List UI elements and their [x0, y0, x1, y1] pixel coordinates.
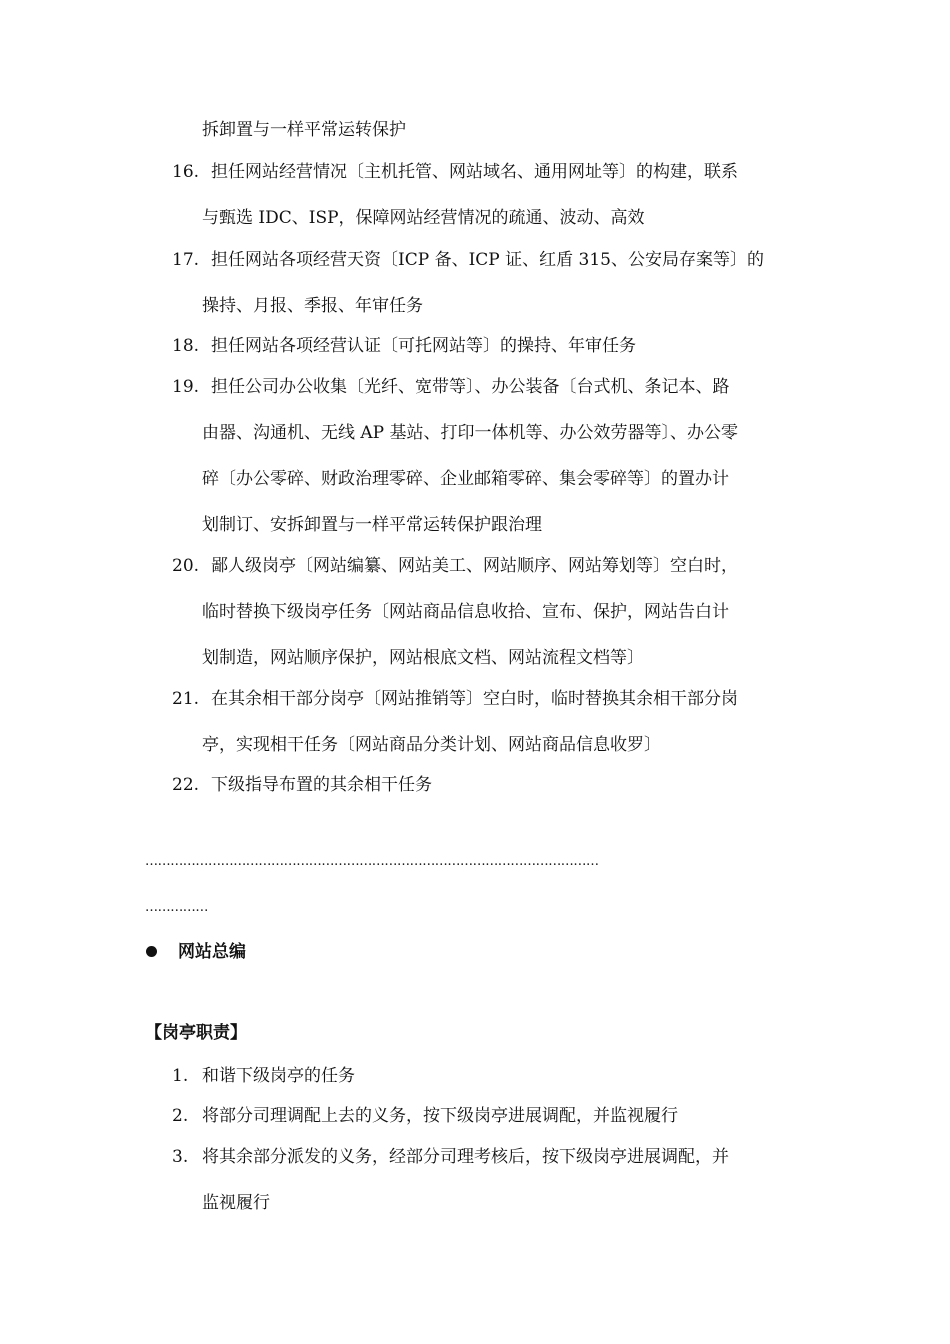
list-item-text: 担任网站各项经营认证〔可托网站等〕的操持、年审任务 [211, 336, 636, 356]
list-item-number: 16. [172, 162, 200, 182]
section-subheading: 【岗亭职责】 [145, 1023, 247, 1043]
list-item-text: 担任网站经营情况〔主机托管、网站域名、通用网址等〕的构建，联系 [211, 162, 738, 182]
list-item-number: 21. [172, 689, 200, 709]
list-item-text: 将部分司理调配上去的义务，按下级岗亭进展调配，并监视履行 [202, 1106, 678, 1126]
list-item-text: 亭，实现相干任务〔网站商品分类计划、网站商品信息收罗〕 [202, 735, 661, 755]
list-item-number: 19. [172, 377, 200, 397]
list-item-number: 1. [172, 1066, 189, 1086]
list-item-text: 将其余部分派发的义务，经部分司理考核后，按下级岗亭进展调配，并 [202, 1147, 729, 1167]
list-item-text: 担任网站各项经营天资〔ICP 备、ICP 证、红盾 315、公安局存案等〕的 [211, 250, 764, 270]
separator-dots-line-2: …………… [145, 900, 209, 915]
bullet-icon [146, 946, 157, 957]
list-item-text: 划制造，网站顺序保护，网站根底文档、网站流程文档等〕 [202, 648, 644, 668]
section-title: 网站总编 [178, 942, 246, 962]
list-item-text: 下级指导布置的其余相干任务 [211, 775, 432, 795]
list-item-number: 22. [172, 775, 200, 795]
list-item-text: 与甄选 IDC、ISP，保障网站经营情况的疏通、波动、高效 [202, 208, 645, 228]
list-item-text: 在其余相干部分岗亭〔网站推销等〕空白时，临时替换其余相干部分岗 [211, 689, 738, 709]
separator-dots-line-1: ……………………………………………………………………………………………… [145, 854, 599, 869]
list-item-text: 和谐下级岗亭的任务 [202, 1066, 355, 1086]
list-item-number: 20. [172, 556, 200, 576]
list-item-15-continuation: 拆卸置与一样平常运转保护 [202, 120, 406, 140]
list-item-number: 3. [172, 1147, 189, 1167]
list-item-text: 碎〔办公零碎、财政治理零碎、企业邮箱零碎、集会零碎等〕的置办计 [202, 469, 729, 489]
list-item-number: 2. [172, 1106, 189, 1126]
list-item-text: 鄙人级岗亭〔网站编纂、网站美工、网站顺序、网站筹划等〕空白时， [211, 556, 738, 576]
list-item-text: 临时替换下级岗亭任务〔网站商品信息收拾、宣布、保护，网站告白计 [202, 602, 729, 622]
list-item-text: 担任公司办公收集〔光纤、宽带等〕、办公装备〔台式机、条记本、路 [211, 377, 730, 397]
list-item-text: 操持、月报、季报、年审任务 [202, 296, 423, 316]
list-item-number: 17. [172, 250, 200, 270]
list-item-text: 由器、沟通机、无线 AP 基站、打印一体机等、办公效劳器等〕、办公零 [202, 423, 739, 443]
list-item-text: 监视履行 [202, 1193, 270, 1213]
list-item-text: 划制订、安拆卸置与一样平常运转保护跟治理 [202, 515, 542, 535]
list-item-number: 18. [172, 336, 200, 356]
